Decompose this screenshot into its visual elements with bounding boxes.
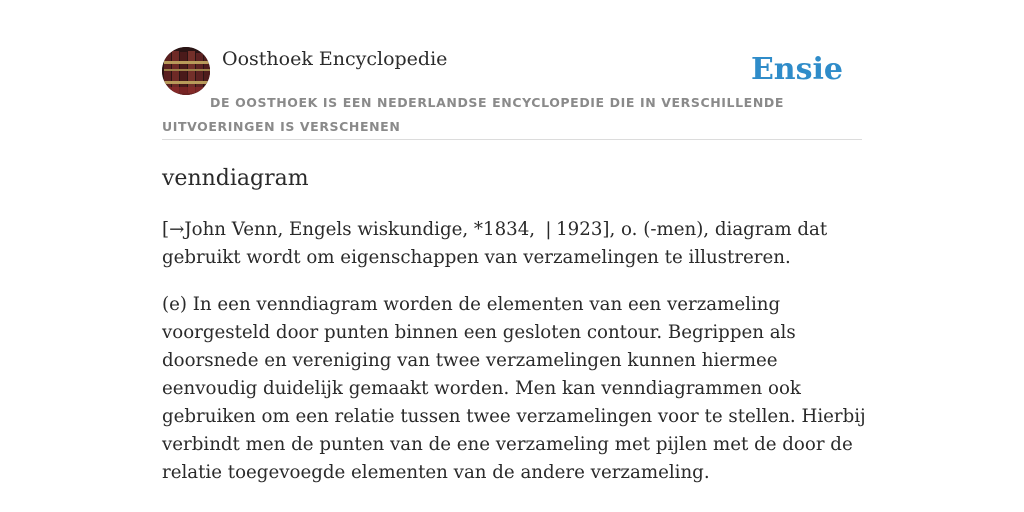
entry-definition: [→John Venn, Engels wiskundige, *1834, ❘1923], o. (-men), diagram dat gebruikt wordt om eigenschappen van verzamelingen te illustreren. <box>162 219 828 268</box>
encyclopedia-books-icon[interactable] <box>162 47 210 95</box>
source-title[interactable]: Oosthoek Encyclopedie <box>222 48 448 70</box>
source-tagline: DE OOSTHOEK IS EEN NEDERLANDSE ENCYCLOPEDIE DIE IN VERSCHILLENDE UITVOERINGEN IS VERSCHENEN <box>162 95 784 134</box>
entry-explanation: (e) In een venndiagram worden de elementen van een verzameling voorgesteld door punten binnen een gesloten contour. Begrippen als doorsnede en vereniging van twee verzamelingen kunnen hiermee eenvoudig duidelijk gemaakt worden. Men kan venndiagrammen ook gebruiken om een relatie tussen twee verzamelingen voor te stellen. Hierbij verbindt men de punten van de ene verzameling met pijlen met de door de relatie toegevoegde elementen van de andere verzameling. <box>162 294 866 483</box>
entry-headword: venndiagram <box>162 166 309 191</box>
brand-logo[interactable]: Ensie <box>750 52 843 87</box>
source-header <box>162 46 862 140</box>
